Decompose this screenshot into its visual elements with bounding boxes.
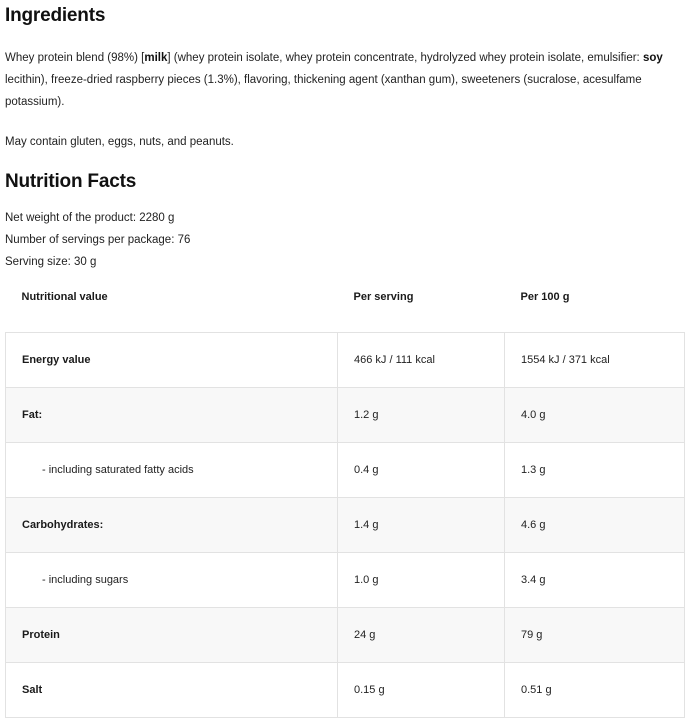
row-per-serving: 1.0 g [338, 552, 505, 607]
row-per-serving: 0.4 g [338, 442, 505, 497]
table-row-salt [6, 662, 685, 717]
servings-per-package: Number of servings per package: 76 [5, 234, 191, 246]
ingredients-text-part-1: Whey protein blend (98%) [ [5, 52, 145, 64]
table-row-fat [6, 387, 685, 442]
header-per-serving: Per serving [353, 291, 414, 304]
header-per-100g: Per 100 g [520, 291, 570, 304]
nutrition-table-header [6, 277, 685, 332]
allergen-soy: soy [642, 52, 663, 64]
ingredients-text-part-2: ] (whey protein isolate, whey protein concentrate, hydrolyzed whey protein isolate, emulsifier: [167, 52, 643, 64]
allergen-milk: milk [144, 52, 168, 64]
row-per-100g: 0.51 g [505, 662, 685, 717]
row-label: Salt [6, 662, 338, 717]
nutrition-table [5, 277, 685, 718]
net-weight: Net weight of the product: 2280 g [5, 212, 175, 224]
header-nutritional-value: Nutritional value [21, 291, 108, 304]
row-per-serving: 24 g [338, 607, 505, 662]
row-per-100g: 79 g [505, 607, 685, 662]
row-label: Carbohydrates: [6, 497, 338, 552]
ingredients-text-part-3: lecithin), freeze-dried raspberry pieces (1.3%), flavoring, thickening agent (xanthan gum), sweeteners (sucralose, acesulfame potassium). [5, 74, 642, 108]
row-per-100g: 3.4 g [505, 552, 685, 607]
row-per-100g: 4.6 g [505, 497, 685, 552]
row-per-serving: 1.4 g [338, 497, 505, 552]
serving-size: Serving size: 30 g [5, 256, 97, 268]
row-label: Protein [6, 607, 338, 662]
nutrition-meta [5, 207, 686, 273]
table-row-saturated-fat [6, 442, 685, 497]
row-label: - including sugars [6, 552, 338, 607]
row-per-100g: 4.0 g [505, 387, 685, 442]
ingredients-heading: Ingredients [5, 5, 106, 26]
row-per-serving: 466 kJ / 111 kcal [338, 332, 505, 387]
row-label: - including saturated fatty acids [6, 442, 338, 497]
table-row-protein [6, 607, 685, 662]
table-row-sugars [6, 552, 685, 607]
row-per-100g: 1.3 g [505, 442, 685, 497]
row-per-serving: 0.15 g [338, 662, 505, 717]
row-per-100g: 1554 kJ / 371 kcal [505, 332, 685, 387]
table-row-carbohydrates [6, 497, 685, 552]
nutrition-facts-heading: Nutrition Facts [5, 171, 137, 192]
row-label: Fat: [6, 387, 338, 442]
may-contain-text: May contain gluten, eggs, nuts, and peanuts. [5, 136, 234, 148]
row-per-serving: 1.2 g [338, 387, 505, 442]
row-label: Energy value [6, 332, 338, 387]
table-row-energy [6, 332, 685, 387]
ingredients-text [5, 47, 686, 113]
